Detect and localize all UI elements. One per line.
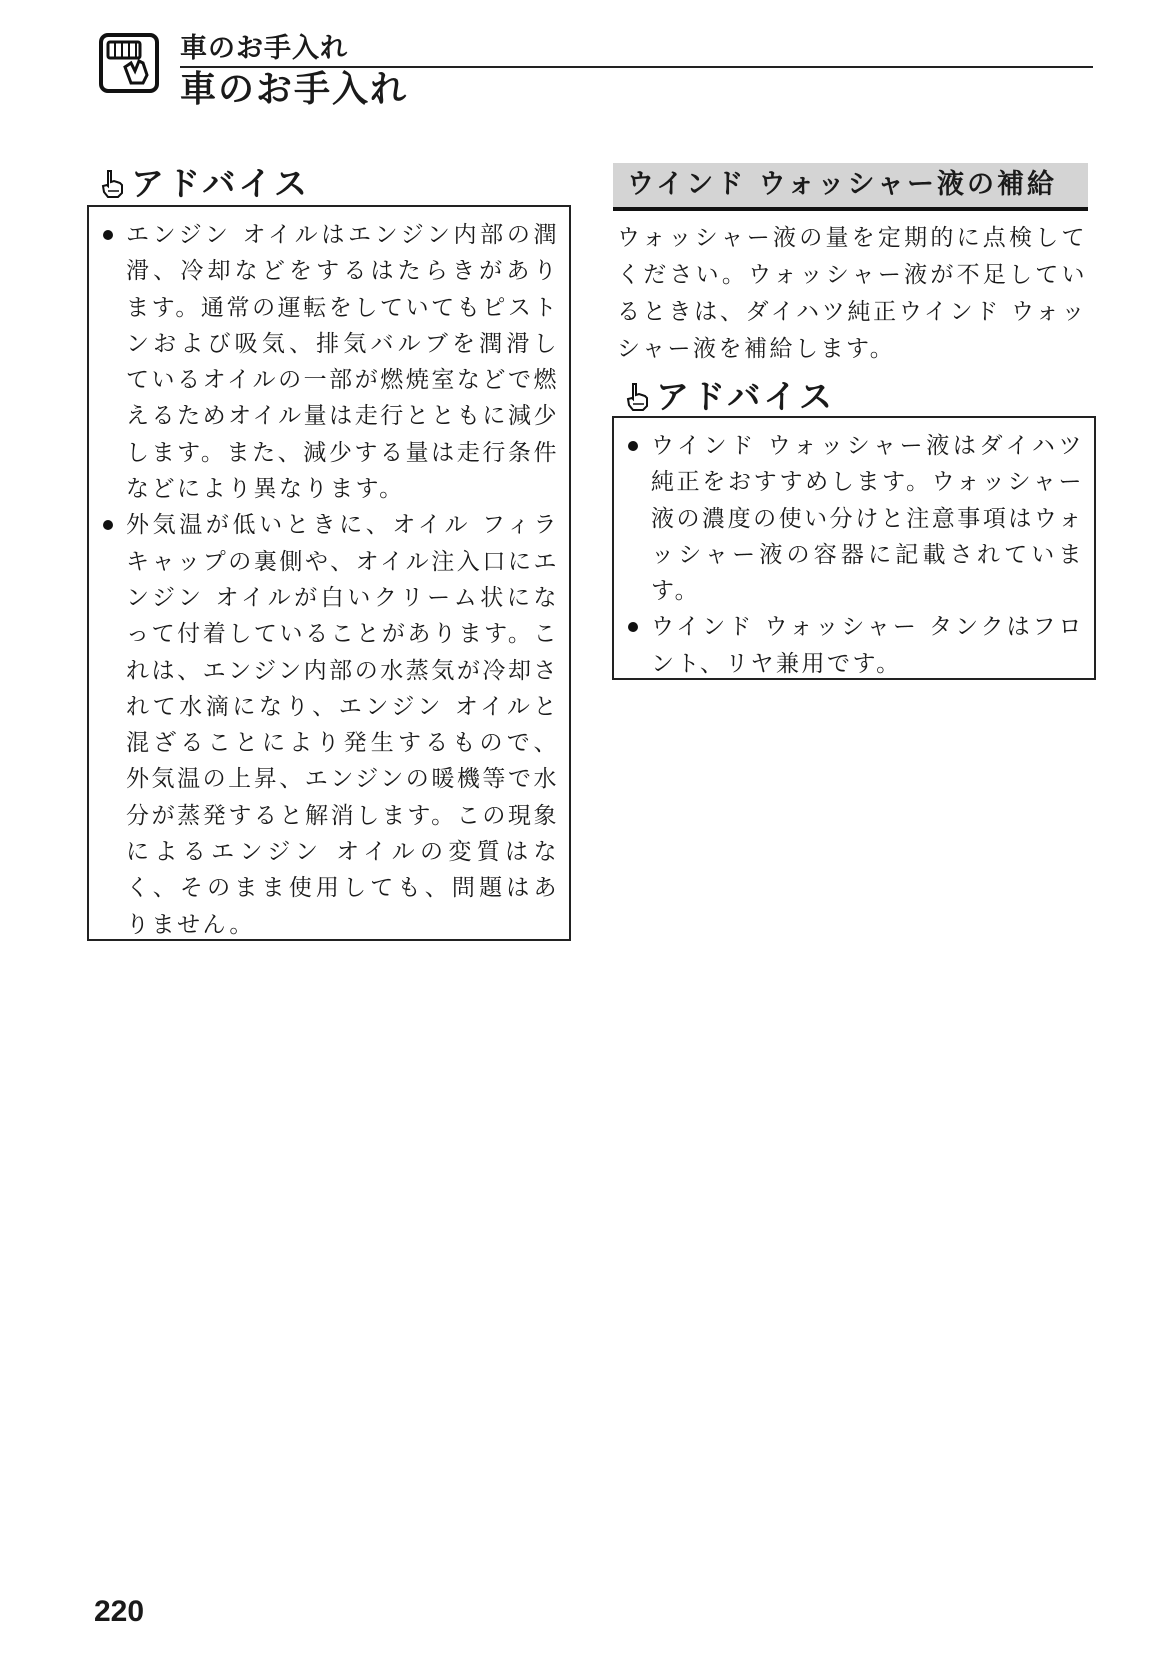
- left-advice-heading: [99, 166, 310, 202]
- advice-item: 外気温が低いときに、オイル フィラキャップの裏側や、オイル注入口にエンジン オイルが白いクリーム状になって付着していることがあります。これは、エンジン内部の水蒸気が冷却されて水滴になり、エンジン オイルと混ざることにより発生するもので、外気温の上昇、エンジンの暖機等で水分が蒸発すると解消します。この現象によるエンジン オイルの変質はなく、そのまま使用しても、問題はありません。: [89, 507, 559, 943]
- pointing-hand-icon: [624, 382, 650, 412]
- advice-item: ウインド ウォッシャー タンクはフロント、リヤ兼用です。: [614, 609, 1084, 682]
- advice-heading-text: アドバイス: [131, 164, 311, 203]
- header-divider: [180, 66, 1093, 68]
- car-care-brush-icon: [99, 33, 159, 93]
- page-number: 220: [94, 1595, 145, 1628]
- washer-section-body: ウォッシャー液の量を定期的に点検してください。ウォッシャー液が不足しているときは、ダイハツ純正ウインド ウォッシャー液を補給します。: [617, 225, 1087, 362]
- right-advice-box: [612, 416, 1096, 680]
- advice-heading-text: アドバイス: [656, 377, 836, 416]
- pointing-hand-icon: [99, 169, 125, 199]
- left-advice-list: [89, 217, 559, 943]
- advice-item: エンジン オイルはエンジン内部の潤滑、冷却などをするはたらきがあります。通常の運転をしていてもピストンおよび吸気、排気バルブを潤滑しているオイルの一部が燃焼室などで燃えるためオイル量は走行とともに減少します。また、減少する量は走行条件などにより異なります。: [89, 217, 559, 507]
- washer-section-heading: ウインド ウォッシャー液の補給: [613, 163, 1088, 211]
- page-title: 車のお手入れ: [180, 69, 409, 110]
- chapter-label: 車のお手入れ: [180, 33, 348, 64]
- advice-item: ウインド ウォッシャー液はダイハツ純正をおすすめします。ウォッシャー液の濃度の使い分けと注意事項はウォッシャー液の容器に記載されています。: [614, 428, 1084, 609]
- right-advice-list: [614, 428, 1084, 682]
- right-advice-heading: [624, 379, 835, 415]
- left-advice-box: [87, 205, 571, 941]
